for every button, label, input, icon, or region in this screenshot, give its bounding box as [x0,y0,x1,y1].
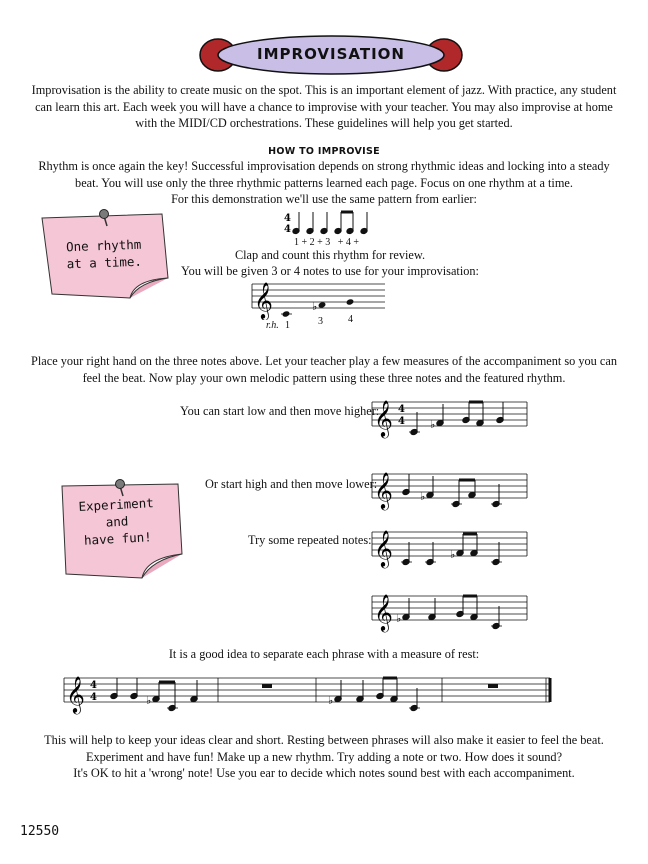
example-label-high-low: Or start high and then move lower: [205,477,378,491]
page-number: 12550 [20,824,60,839]
whole-rest-icon [488,684,498,688]
flat-icon: ♭ [328,694,334,707]
notes-instruction: You will be given 3 or 4 notes to use for your improvisation: [181,264,479,278]
example-staff-high-low [370,468,530,512]
flat-icon: ♭ [430,418,436,431]
example-staff-extra [370,590,530,634]
intro-line: with the MIDI/CD orchestrations. These guidelines will help you get started. [135,116,513,130]
place-line: Place your right hand on the three notes above. Let your teacher play a few measures of the accompaniment so you can [31,354,617,368]
time-sig-bottom: 4 [284,224,291,235]
pin-head-icon [116,480,125,489]
closing-line: Experiment and have fun! Make up a new rhythm. Try adding a note or two. How does it sound? [85,749,563,764]
how-to-line: Rhythm is once again the key! Successful improvisation depends on strong rhythmic ideas and locking into a steady [38,159,610,173]
closing-line: This will help to keep your ideas clear and short. Resting between phrases will also make it easier to feel the beat. [44,733,604,747]
closing-paragraph [20,732,628,782]
how-to-line: beat. You will use only the three rhythmic patterns learned each page. Focus on one rhythm at a time. [75,175,573,190]
time-sig-bottom: 4 [398,416,405,427]
rest-instruction: It is a good idea to separate each phrase with a measure of rest: [168,647,480,661]
sticky-line: at a time. [66,253,143,272]
time-sig-top: 4 [90,680,97,691]
time-sig-top: 4 [284,213,291,224]
sticky-line: have fun! [83,529,153,548]
rhythm-pattern [280,208,380,238]
page-title: IMPROVISATION [257,45,405,63]
treble-clef-icon: 𝄞 [66,675,85,713]
flat-icon: ♭ [450,548,456,561]
note-head [318,301,327,308]
whole-rest-icon [262,684,272,688]
sticky-line: and [105,513,129,530]
finger-number: 1 [285,320,290,331]
flat-icon: ♭ [146,694,152,707]
example-staff-repeated [370,526,530,570]
place-paragraph [20,353,628,386]
pin-head-icon [100,210,109,219]
finger-number: 3 [318,316,323,327]
example-label-repeated: Try some repeated notes: [248,533,372,547]
note-staff [250,278,390,320]
place-line: feel the beat. Now play your own melodic pattern using these three notes and the featured rhythm. [82,370,566,385]
right-hand-label: r.h. [266,320,279,331]
sticky-note-2-text [61,493,174,550]
intro-line: Improvisation is the ability to create music on the spot. This is an important element of jazz. With practice, any student [31,83,617,97]
finger-number: 4 [348,314,353,325]
how-to-paragraph [20,158,628,208]
sticky-line: One rhythm [65,236,142,255]
rhythm-counts: 1 + 2 + 3 + 4 + [294,237,360,248]
flat-icon: ♭ [420,490,426,503]
flat-icon: ♭ [312,300,318,313]
treble-clef-icon: 𝄞 [374,471,393,509]
treble-clef-icon: 𝄞 [254,281,273,319]
note-head [346,298,355,305]
sticky-line: Experiment [78,495,155,514]
treble-clef-icon: 𝄞 [374,593,393,631]
intro-line: can learn this art. Each week you will have a chance to improvise with your teacher. You may also improvise at home [35,99,613,114]
example-label-low-high: You can start low and then move higher: [180,404,380,418]
flat-icon: ♭ [396,612,402,625]
how-to-line: For this demonstration we'll use the same pattern from earlier: [171,192,477,206]
closing-line: It's OK to hit a 'wrong' note! Use you ear to decide which notes sound best with each accompaniment. [73,766,575,780]
section-heading: HOW TO IMPROVISE [268,146,380,157]
treble-clef-icon: 𝄞 [374,529,393,567]
example-staff-low-high [370,396,530,444]
time-sig-bottom: 4 [90,692,97,703]
phrase-staff [62,670,562,718]
time-sig-top: 4 [398,404,405,415]
clap-instruction: Clap and count this rhythm for review. [234,248,426,262]
sticky-note-1-text [43,235,164,273]
intro-paragraph [20,82,628,132]
treble-clef-icon: 𝄞 [374,399,393,437]
